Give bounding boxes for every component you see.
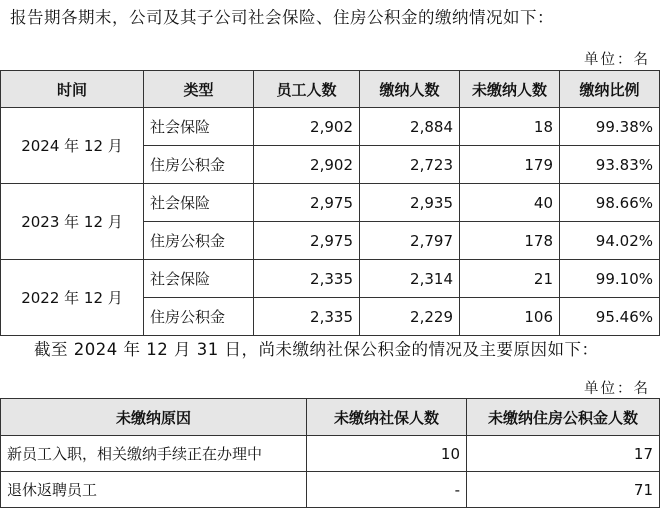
fund-unpaid-cell: 71 [467,472,660,508]
type-cell: 社会保险 [144,184,254,222]
reason-cell: 退休返聘员工 [1,472,307,508]
header-unpaid: 未缴纳人数 [460,71,560,108]
type-cell: 住房公积金 [144,146,254,184]
reason-cell: 新员工入职，相关缴纳手续正在办理中 [1,436,307,472]
ratio-cell: 99.38% [560,108,660,146]
header-period: 时间 [1,71,144,108]
table-row [1,436,660,472]
social-unpaid-cell: - [307,472,467,508]
employees-cell: 2,975 [254,184,360,222]
type-cell: 住房公积金 [144,298,254,336]
header-ratio: 缴纳比例 [560,71,660,108]
period-cell: 2023 年 12 月 [1,184,144,260]
intro-paragraph: 报告期各期末，公司及其子公司社会保险、住房公积金的缴纳情况如下： [10,8,554,27]
type-cell: 住房公积金 [144,222,254,260]
ratio-cell: 94.02% [560,222,660,260]
ratio-cell: 98.66% [560,184,660,222]
unpaid-reasons-table [0,398,660,508]
employees-cell: 2,335 [254,298,360,336]
unit-label-2: 单位：名 [584,381,650,397]
table-row [1,184,660,222]
unpaid-cell: 106 [460,298,560,336]
employees-cell: 2,975 [254,222,360,260]
period-cell: 2024 年 12 月 [1,108,144,184]
unit-label-1: 单位：名 [584,52,650,68]
unpaid-cell: 40 [460,184,560,222]
paid-cell: 2,314 [360,260,460,298]
fund-unpaid-cell: 17 [467,436,660,472]
unpaid-cell: 21 [460,260,560,298]
table-row [1,108,660,146]
header-type: 类型 [144,71,254,108]
social-unpaid-cell: 10 [307,436,467,472]
ratio-cell: 95.46% [560,298,660,336]
header-reason: 未缴纳原因 [1,399,307,436]
paid-cell: 2,797 [360,222,460,260]
ratio-cell: 99.10% [560,260,660,298]
header-fund-unpaid: 未缴纳住房公积金人数 [467,399,660,436]
table-row [1,472,660,508]
period-cell: 2022 年 12 月 [1,260,144,336]
table-header-row [1,71,660,108]
table-row [1,260,660,298]
table-header-row [1,399,660,436]
employees-cell: 2,335 [254,260,360,298]
insurance-payment-table [0,70,660,336]
header-social-unpaid: 未缴纳社保人数 [307,399,467,436]
type-cell: 社会保险 [144,108,254,146]
type-cell: 社会保险 [144,260,254,298]
employees-cell: 2,902 [254,146,360,184]
header-employees: 员工人数 [254,71,360,108]
header-paid: 缴纳人数 [360,71,460,108]
paid-cell: 2,723 [360,146,460,184]
paid-cell: 2,884 [360,108,460,146]
unpaid-cell: 179 [460,146,560,184]
paid-cell: 2,229 [360,298,460,336]
unpaid-cell: 178 [460,222,560,260]
ratio-cell: 93.83% [560,146,660,184]
unpaid-cell: 18 [460,108,560,146]
paid-cell: 2,935 [360,184,460,222]
employees-cell: 2,902 [254,108,360,146]
intro-paragraph-2: 截至 2024 年 12 月 31 日，尚未缴纳社保公积金的情况及主要原因如下： [34,340,599,359]
